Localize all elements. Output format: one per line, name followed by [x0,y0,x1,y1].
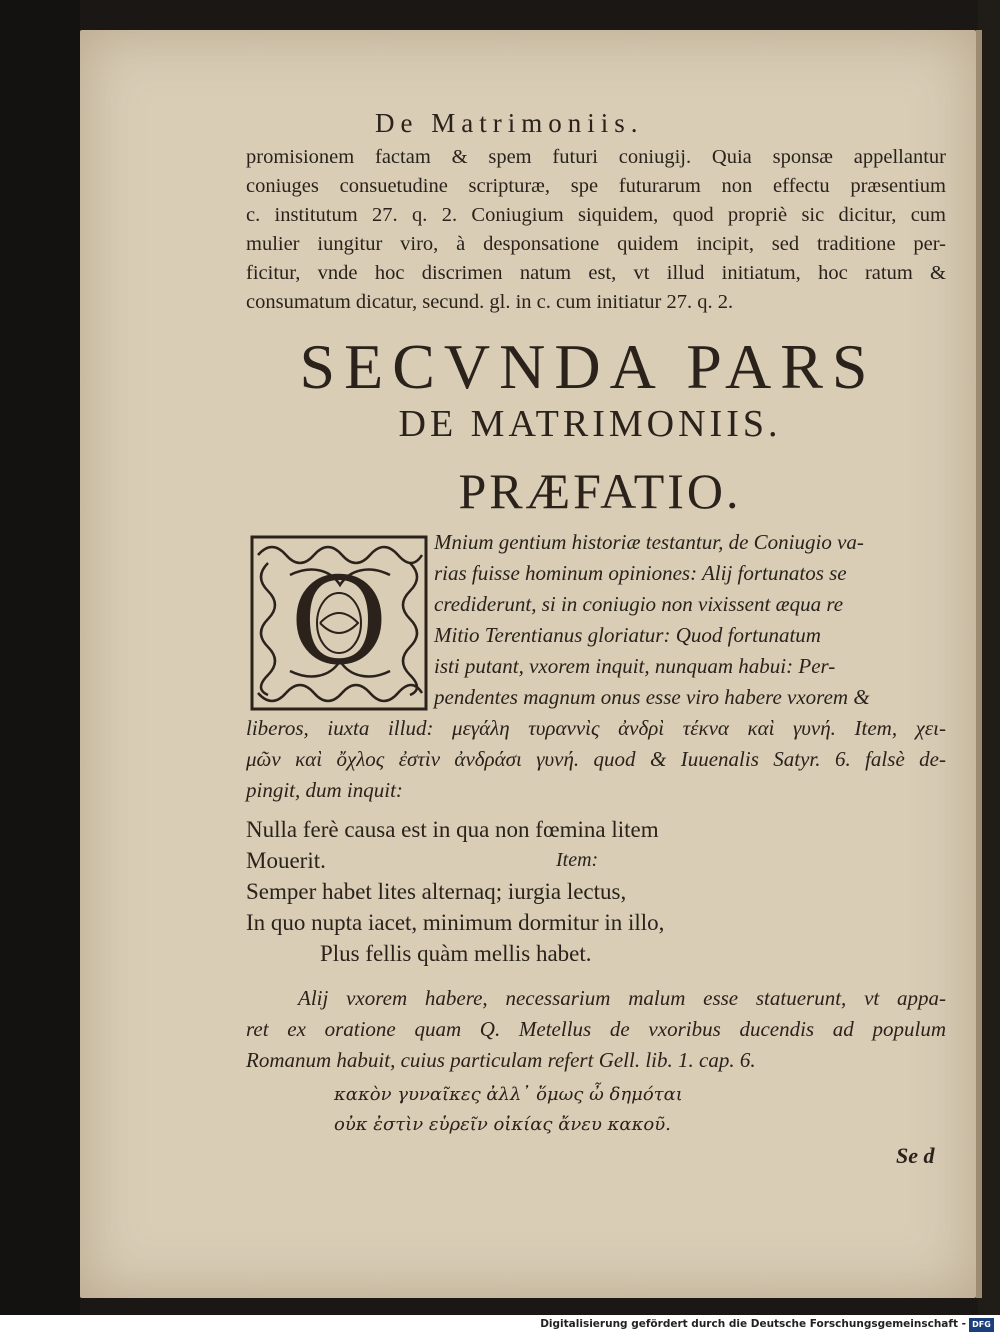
part-subtitle: DE MATRIMONIIS. [398,403,782,445]
item-label: Item: [556,849,599,871]
text-line: pingit, dum inquit: [246,778,403,802]
text-line: μῶν καὶ ὄχλος ἐστὶν ἀνδράσι γυνή. quod & Iuuenalis Satyr. 6. falsè de- [246,747,946,771]
initial-letter: O [289,553,389,692]
running-head: De Matrimoniis. [375,108,644,138]
preface-continuation [246,713,946,806]
dfg-logo-icon: DFG [969,1318,994,1332]
text-line: c. institutum 27. q. 2. Coniugium siquidem, quod propriè sic dicitur, cum [246,204,946,226]
text-line: Mitio Terentianus gloriatur: Quod fortunatum [434,623,821,647]
greek-quotation [334,1080,754,1140]
verse-line: Semper habet lites alternaq; iurgia lectus, [246,879,627,904]
footer-credit: Digitalisierung gefördert durch die Deutsche Forschungsgemeinschaft - [540,1318,966,1330]
text-line: ficitur, vnde hoc discrimen natum est, vt illud initiatum, hoc ratum & [246,262,946,284]
verse-line: Plus fellis quàm mellis habet. [320,941,592,966]
text-line: isti putant, vxorem inquit, nunquam habui: Per- [434,654,836,678]
text-line: crediderunt, si in coniugio non vixissent æqua re [434,592,844,616]
preface-lines-beside-initial [434,527,944,713]
page-edge [976,30,982,1298]
greek-line: οὐκ ἐστὶν εὑρεῖν οἰκίας ἄνευ κακοῦ. [334,1114,671,1135]
catchword: Se d [896,1143,935,1168]
text-line: Mnium gentium historiæ testantur, de Coniugio va- [434,530,864,554]
juvenal-verse [246,814,806,969]
verse-line: Nulla ferè causa est in qua non fœmina litem [246,817,659,842]
greek-line: κακὸν γυναῖκες ἀλλ᾽ ὅμως ὦ δημόται [334,1084,683,1105]
decorated-initial-o [250,535,428,711]
text-line: liberos, iuxta illud: μεγάλη τυραννὶς ἀνδρὶ τέκνα καὶ γυνή. Item, χει- [246,716,946,740]
verse-line [246,845,806,876]
scan-left-margin [0,0,80,1315]
text-line: Romanum habuit, cuius particulam refert Gell. lib. 1. cap. 6. [246,1048,756,1072]
text-line: rias fuisse hominum opiniones: Alij fortunatos se [434,561,847,585]
opening-paragraph [246,143,946,317]
verse-text: Mouerit. [246,848,326,873]
text-line: coniuges consuetudine scripturæ, spe futurarum non effectu præsentium [246,175,946,197]
text-line: pendentes magnum onus esse viro habere vxorem & [434,685,870,709]
second-paragraph [246,983,946,1076]
text-line: promisionem factam & spem futuri coniugij. Quia sponsæ appellantur [246,146,946,168]
text-line: mulier iungitur viro, à desponsatione quidem incipit, sed traditione per- [246,233,946,255]
part-title: SECVNDA PARS [299,331,877,402]
text-line: ret ex oratione quam Q. Metellus de vxoribus ducendis ad populum [246,1017,946,1041]
text-line: consumatum dicatur, secund. gl. in c. cum initiatur 27. q. 2. [246,291,734,313]
verse-line: In quo nupta iacet, minimum dormitur in illo, [246,910,665,935]
text-line: Alij vxorem habere, necessarium malum esse statuerunt, vt appa- [298,986,946,1010]
preface-title: PRÆFATIO. [458,463,742,519]
